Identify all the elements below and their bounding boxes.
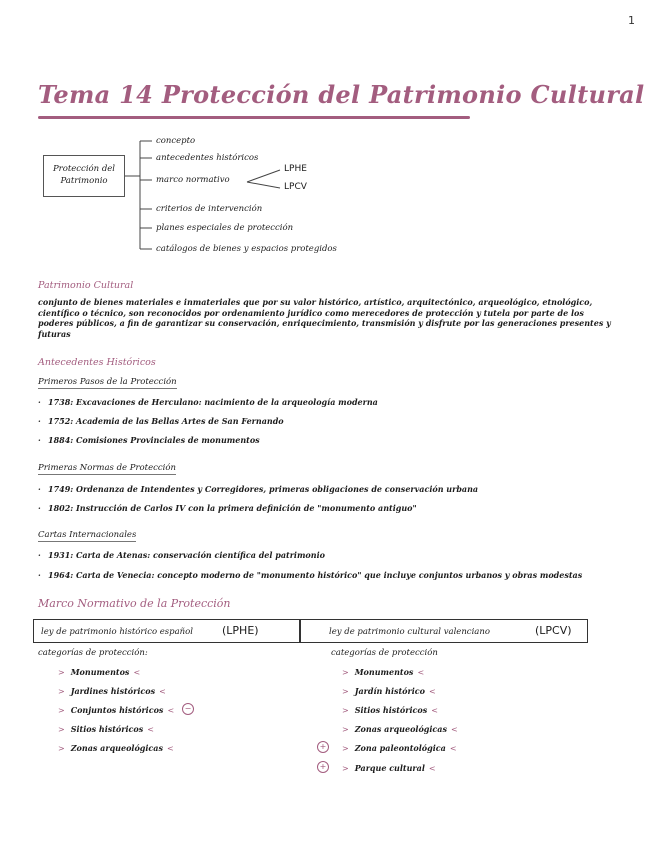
patrimonio-definition: conjunto de bienes materiales e inmateriales que por su valor histórico, artístico, arquitectónico, arqueológico, etnológico, científico o técnico, son reconocidos por ordenamiento jurídico como merecedores de protección y tutela por parte de los poderes públicos, a fin de garantizar su conservación, enriquecimiento, transmisión y disfrute por las generaciones presentes y futuras: [38, 297, 611, 339]
category-item: > Zonas arqueológicas <: [58, 743, 174, 753]
diagram-branch: marco normativo: [156, 175, 230, 185]
list-item: · 1884: Comisiones Provinciales de monumentos: [38, 435, 260, 445]
law-box-lpcv: [300, 619, 588, 643]
category-item: > Zona paleontológica <: [342, 743, 457, 753]
plus-circle-icon: +: [317, 761, 329, 773]
section-heading-marco: Marco Normativo de la Protección: [38, 597, 231, 610]
category-item: > Zonas arqueológicas <: [342, 724, 458, 734]
list-item: · 1964: Carta de Venecia: concepto moderno de "monumento histórico" que incluye conjuntos urbanos y obras modestas: [38, 570, 583, 580]
diagram-law-lphe: LPHE: [284, 164, 307, 174]
diagram-branch: catálogos de bienes y espacios protegidos: [156, 244, 337, 254]
subsection-title: Cartas Internacionales: [38, 530, 137, 540]
list-item: · 1752: Academia de las Bellas Artes de San Fernando: [38, 416, 284, 426]
plus-circle-icon: +: [317, 741, 329, 753]
list-item: · 1802: Instrucción de Carlos IV con la primera definición de "monumento antiguo": [38, 503, 417, 513]
subsection-title: Primeras Normas de Protección: [38, 463, 176, 473]
category-item: > Sitios históricos <: [342, 705, 438, 715]
category-item: > Sitios históricos <: [58, 724, 154, 734]
law-title-lpcv: ley de patrimonio cultural valenciano: [329, 627, 490, 637]
list-item: · 1931: Carta de Atenas: conservación científica del patrimonio: [38, 550, 325, 560]
diagram-root-box: Protección del Patrimonio: [43, 155, 125, 197]
category-item: > Jardines históricos <: [58, 686, 166, 696]
category-item: > Conjuntos históricos <: [58, 705, 175, 715]
list-item: · 1749: Ordenanza de Intendentes y Corregidores, primeras obligaciones de conservación urbana: [38, 484, 479, 494]
category-item: > Jardín histórico <: [342, 686, 436, 696]
diagram-branch: concepto: [156, 136, 196, 146]
category-item: > Monumentos <: [58, 667, 141, 677]
category-item: > Parque cultural <: [342, 763, 436, 773]
categories-title-lpcv: categorías de protección: [331, 648, 438, 658]
connector-law-2: [247, 182, 280, 188]
categories-title-lphe: categorías de protección:: [38, 648, 148, 658]
category-item: > Monumentos <: [342, 667, 425, 677]
section-heading-antecedentes: Antecedentes Históricos: [38, 357, 156, 368]
diagram-branch: criterios de intervención: [156, 204, 263, 214]
law-title-lphe: ley de patrimonio histórico español: [41, 627, 193, 637]
page-title: Tema 14 Protección del Patrimonio Cultural: [38, 80, 645, 109]
list-item: · 1738: Excavaciones de Herculano: nacimiento de la arqueología moderna: [38, 397, 378, 407]
section-heading-patrimonio: Patrimonio Cultural: [38, 280, 134, 291]
subsection-title: Primeros Pasos de la Protección: [38, 377, 177, 387]
law-acronym-lphe: (LPHE): [222, 624, 259, 637]
diagram-law-lpcv: LPCV: [284, 182, 307, 192]
minus-circle-icon: −: [182, 703, 194, 715]
connector-law-1: [247, 170, 280, 182]
page-number: 1: [628, 14, 635, 27]
diagram-branch: antecedentes históricos: [156, 153, 259, 163]
law-box-lphe: [33, 619, 300, 643]
law-acronym-lpcv: (LPCV): [535, 624, 572, 637]
diagram-branch: planes especiales de protección: [156, 223, 294, 233]
